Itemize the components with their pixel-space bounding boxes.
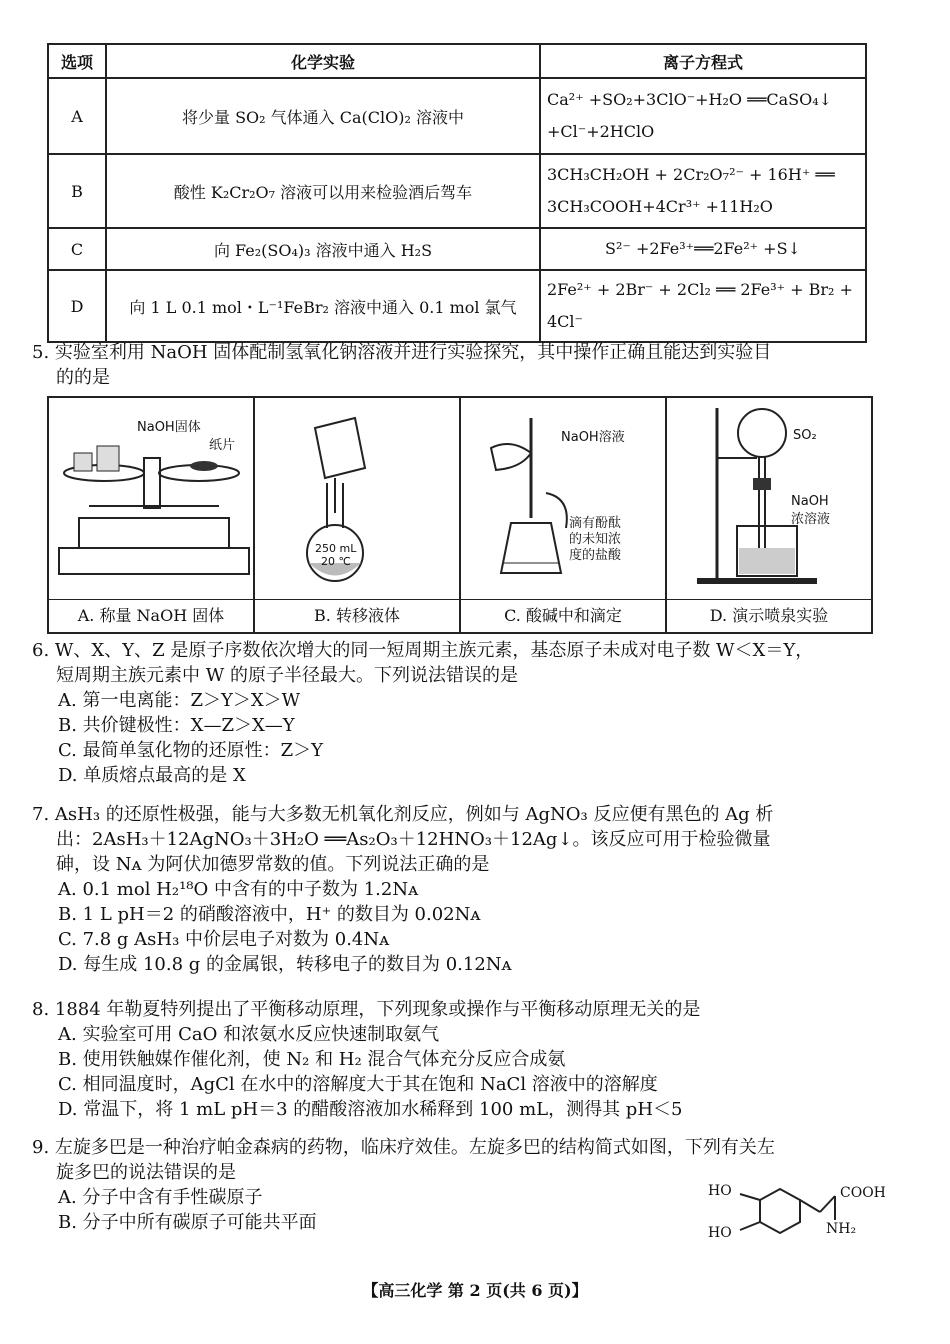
label-paper: 纸片	[209, 438, 236, 453]
row-experiment: 向 Fe₂(SO₄)₃ 溶液中通入 H₂S	[106, 228, 540, 270]
label-naoh-solution: NaOH溶液	[561, 430, 625, 445]
label-so2: SO₂	[793, 428, 817, 443]
mol-label-cooh: COOH	[840, 1185, 886, 1201]
equation-line: 2Fe²⁺ + 2Br⁻ + 2Cl₂ ══ 2Fe³⁺ + Br₂ +	[547, 280, 853, 299]
question-8	[32, 997, 932, 1122]
page-footer: 【高三化学 第 2 页(共 6 页)】	[362, 1281, 588, 1300]
equation-line: 4Cl⁻	[547, 312, 583, 331]
option-d: D. 每生成 10.8 g 的金属银，转移电子的数目为 0.12Nᴀ	[58, 954, 512, 975]
table-row	[48, 228, 866, 270]
equation-line: 3CH₃CH₂OH + 2Cr₂O₇²⁻ + 16H⁺ ══	[547, 165, 835, 184]
label-naoh: NaOH	[791, 494, 829, 509]
option-d: D. 单质熔点最高的是 X	[58, 765, 246, 786]
question-stem: 砷，设 Nᴀ 为阿伏加德罗常数的值。下列说法正确的是	[56, 854, 490, 875]
header-experiment: 化学实验	[106, 44, 540, 78]
equation-line: +Cl⁻+2HClO	[547, 122, 655, 141]
volumetric-flask-icon	[255, 398, 453, 598]
mol-label-ho: HO	[708, 1225, 732, 1241]
row-option: A	[48, 78, 106, 154]
row-experiment: 将少量 SO₂ 气体通入 Ca(ClO)₂ 溶液中	[106, 78, 540, 154]
levodopa-structure	[700, 1180, 890, 1264]
label-concentrated: 浓溶液	[791, 512, 831, 527]
header-option: 选项	[48, 44, 106, 78]
option-c: C. 7.8 g AsH₃ 中价层电子对数为 0.4Nᴀ	[58, 929, 390, 950]
equation-line: Ca²⁺ +SO₂+3ClO⁻+H₂O ══CaSO₄↓	[547, 90, 833, 109]
question-stem: 旋多巴的说法错误的是	[56, 1162, 236, 1183]
figure-caption: D. 演示喷泉实验	[667, 599, 871, 632]
table-row	[48, 270, 866, 342]
figure-b	[255, 398, 461, 632]
header-equation: 离子方程式	[540, 44, 866, 78]
option-b: B. 共价键极性：X—Z＞X—Y	[58, 715, 295, 736]
question-5	[32, 340, 922, 390]
question-stem: 7. AsH₃ 的还原性极强，能与大多数无机氧化剂反应，例如与 AgNO₃ 反应便有黑色的 Ag 析	[32, 804, 774, 825]
figure-caption: B. 转移液体	[255, 599, 459, 632]
question-stem: 6. W、X、Y、Z 是原子序数依次增大的同一短周期主族元素，基态原子未成对电子数 W＜X＝Y，	[32, 640, 814, 661]
figure-c	[461, 398, 667, 632]
question-stem: 9. 左旋多巴是一种治疗帕金森病的药物，临床疗效佳。左旋多巴的结构简式如图，下列有关左	[32, 1137, 775, 1158]
equation-line: 3CH₃COOH+4Cr³⁺ +11H₂O	[547, 197, 773, 216]
row-option: C	[48, 228, 106, 270]
option-c: C. 相同温度时，AgCl 在水中的溶解度大于其在饱和 NaCl 溶液中的溶解度	[58, 1074, 658, 1095]
figure-a	[49, 398, 255, 632]
label-hcl: 度的盐酸	[569, 548, 622, 563]
figure-caption: C. 酸碱中和滴定	[461, 599, 665, 632]
row-option: B	[48, 154, 106, 228]
experiment-figures	[47, 396, 873, 634]
label-phenolphthalein: 滴有酚酞	[569, 516, 622, 531]
question-stem: 短周期主族元素中 W 的原子半径最大。下列说法错误的是	[56, 665, 518, 686]
row-equation	[540, 270, 866, 342]
option-a: A. 0.1 mol H₂¹⁸O 中含有的中子数为 1.2Nᴀ	[58, 879, 419, 900]
mol-label-ho: HO	[708, 1183, 732, 1199]
question-7	[32, 802, 932, 977]
label-unknown: 的未知浓	[569, 532, 622, 547]
table-row	[48, 78, 866, 154]
option-a: A. 实验室可用 CaO 和浓氨水反应快速制取氨气	[58, 1024, 440, 1045]
ion-equation-table	[47, 43, 867, 343]
table-row	[48, 154, 866, 228]
row-experiment: 向 1 L 0.1 mol・L⁻¹FeBr₂ 溶液中通入 0.1 mol 氯气	[106, 270, 540, 342]
figure-d	[667, 398, 871, 632]
label-250ml: 250 mL	[315, 542, 357, 555]
row-experiment: 酸性 K₂Cr₂O₇ 溶液可以用来检验酒后驾车	[106, 154, 540, 228]
option-b: B. 1 L pH＝2 的硝酸溶液中，H⁺ 的数目为 0.02Nᴀ	[58, 904, 481, 925]
row-equation	[540, 228, 866, 270]
option-b: B. 使用铁触媒作催化剂，使 N₂ 和 H₂ 混合气体充分反应合成氨	[58, 1049, 566, 1070]
label-20c: 20 ℃	[321, 555, 351, 568]
option-c: C. 最简单氢化物的还原性：Z＞Y	[58, 740, 323, 761]
row-equation	[540, 78, 866, 154]
fountain-apparatus-icon	[667, 398, 867, 598]
row-equation	[540, 154, 866, 228]
option-a: A. 分子中含有手性碳原子	[58, 1187, 263, 1208]
option-b: B. 分子中所有碳原子可能共平面	[58, 1212, 317, 1233]
row-option: D	[48, 270, 106, 342]
titration-icon	[461, 398, 667, 598]
question-stem: 出：2AsH₃＋12AgNO₃＋3H₂O ══As₂O₃＋12HNO₃＋12Ag↓。该反应可用于检验微量	[56, 829, 771, 850]
question-6	[32, 638, 932, 788]
option-a: A. 第一电离能：Z＞Y＞X＞W	[58, 690, 301, 711]
question-stem: 8. 1884 年勒夏特列提出了平衡移动原理，下列现象或操作与平衡移动原理无关的是	[32, 999, 701, 1020]
question-stem: 的的是	[56, 367, 110, 388]
option-d: D. 常温下，将 1 mL pH＝3 的醋酸溶液加水稀释到 100 mL，测得其 pH＜5	[58, 1099, 683, 1120]
label-naoh-solid: NaOH固体	[137, 420, 201, 435]
mol-label-nh2: NH₂	[826, 1221, 857, 1237]
question-stem: 5. 实验室利用 NaOH 固体配制氢氧化钠溶液并进行实验探究，其中操作正确且能达到实验目	[32, 342, 772, 363]
figure-caption: A. 称量 NaOH 固体	[49, 599, 253, 632]
equation-line: S²⁻ +2Fe³⁺══2Fe²⁺ +S↓	[605, 239, 801, 258]
